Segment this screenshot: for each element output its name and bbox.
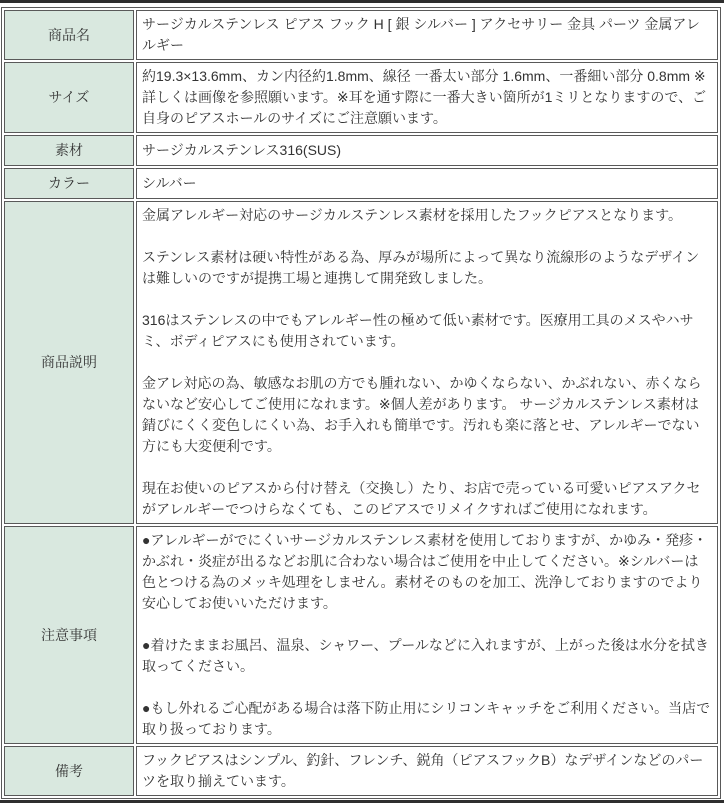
table-row <box>4 746 718 796</box>
row-paragraph: サージカルステンレス316(SUS) <box>142 142 342 158</box>
product-spec-table <box>1 7 721 799</box>
row-paragraph: 金属アレルギー対応のサージカルステンレス素材を採用したフックピアスとなります。 <box>142 207 682 223</box>
row-value <box>136 201 718 524</box>
row-paragraph: シルバー <box>142 175 197 191</box>
row-label: 商品説明 <box>4 201 134 524</box>
row-paragraph: ステンレス素材は硬い特性がある為、厚みが場所によって異なり流線形のようなデザインは難しいのですが提携工場と連携して開発致しました。 <box>142 249 700 286</box>
row-value <box>136 746 718 796</box>
row-label: 素材 <box>4 135 134 166</box>
row-value <box>136 62 718 133</box>
row-paragraph: 316はステンレスの中でもアレルギー性の極めて低い素材です。医療用工具のメスやハサミ、ボディピアスにも使用されています。 <box>142 312 694 349</box>
row-paragraph: サージカルステンレス ピアス フック H [ 銀 シルバー ] アクセサリー 金具 パーツ 金属アレルギー <box>142 16 700 53</box>
row-paragraph: ●着けたままお風呂、温泉、シャワー、プールなどに入れますが、上がった後は水分を拭き取ってください。 <box>142 637 709 674</box>
row-value <box>136 526 718 744</box>
row-label: カラー <box>4 168 134 199</box>
row-value <box>136 168 718 199</box>
row-label: 注意事項 <box>4 526 134 744</box>
row-paragraph: 現在お使いのピアスから付け替え（交換し）たり、お店で売っている可愛いピアスアクセがアレルギーでつけらなくても、このピアスでリメイクすればご使用になれます。 <box>142 480 701 517</box>
row-paragraph: ●アレルギーがでにくいサージカルステンレス素材を使用しておりますが、かゆみ・発疹・かぶれ・炎症が出るなどお肌に合わない場合はご使用を中止してください。※シルバーは色とつける為のメッキ処理をしません。素材そのものを加工、洗浄しておりますのでより安心してお使いいただけます。 <box>142 532 708 611</box>
row-label: 商品名 <box>4 10 134 60</box>
row-paragraph: 金アレ対応の為、敏感なお肌の方でも腫れない、かゆくならない、かぶれない、赤くならないなど安心してご使用になれます。※個人差があります。 サージカルステンレス素材は錆びにくく変色しにくい為、お手入れも簡単です。汚れも楽に落とせ、アレルギーでない方にも大変便利です。 <box>142 375 702 454</box>
row-value <box>136 135 718 166</box>
table-row <box>4 168 718 199</box>
row-label: 備考 <box>4 746 134 796</box>
row-paragraph: 約19.3×13.6mm、カン内径約1.8mm、線径 一番太い部分 1.6mm、一番細い部分 0.8mm ※詳しくは画像を参照願います。※耳を通す際に一番大きい箇所が1ミリとなりますので、ご自身のピアスホールのサイズにご注意願います。 <box>142 68 707 126</box>
row-paragraph: フックピアスはシンプル、釣針、フレンチ、鋭角（ピアスフックB）なデザインなどのパーツを取り揃えています。 <box>142 752 704 789</box>
table-row <box>4 526 718 744</box>
table-row <box>4 135 718 166</box>
row-value <box>136 10 718 60</box>
table-row <box>4 62 718 133</box>
row-paragraph: ●もし外れるご心配がある場合は落下防止用にシリコンキャッチをご利用ください。当店で取り扱っております。 <box>142 700 711 737</box>
spec-table-body <box>4 10 718 796</box>
table-row <box>4 201 718 524</box>
row-label: サイズ <box>4 62 134 133</box>
table-row <box>4 10 718 60</box>
